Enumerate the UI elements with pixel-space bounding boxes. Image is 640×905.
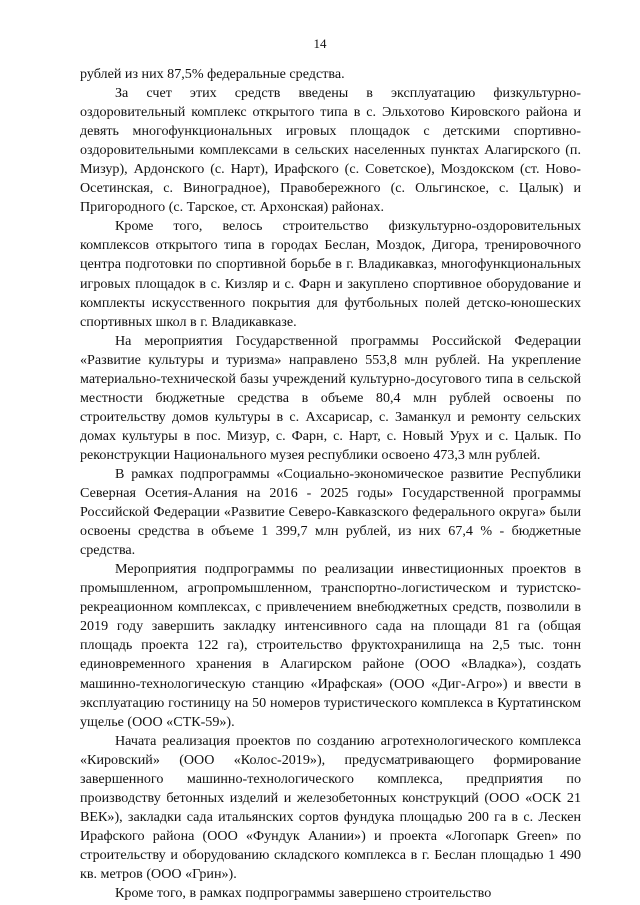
paragraph-sports-construction: Кроме того, велось строительство физкультурно-оздоровительных комплексов открытого типа в городах Беслан, Моздок, Дигора, тренировочного центра подготовки по спортивной борьбе в г. Владикавказ, многофункциональных игровых площадок в с. Кизляр и с. Фарн и закуплено спортивное оборудование и комплекты искусственного покрытия для футбольных полей детско-юношеских спортивных школ в г. Владикавказе. xyxy=(80,218,581,330)
paragraph-continuation: рублей из них 87,5% федеральные средства. xyxy=(80,66,345,82)
document-body xyxy=(80,65,581,903)
paragraph-culture-tourism: На мероприятия Государственной программы Российской Федерации «Развитие культуры и туризма» направлено 553,8 млн рублей. На укрепление материально-технической базы учреждений культурно-досугового типа в сельской местности бюджетные средства в объеме 80,4 млн рублей освоены по строительству домов культуры в с. Ахсарисар, с. Заманкул и ремонту сельских домах культуры в пос. Мизур, с. Фарн, с. Нарт, с. Новый Урух и с. Цалык. По реконструкции Национального музея республики освоено 473,3 млн рублей. xyxy=(80,332,581,463)
paragraph-construction-completed: Кроме того, в рамках подпрограммы завершено строительство xyxy=(115,885,492,902)
paragraph-subprogram-funding: В рамках подпрограммы «Социально-экономическое развитие Республики Северная Осетия-Алания на 2016 - 2025 годы» Государственной программы Российской Федерации «Развитие Северо-Кавказского федерального округа» были освоены средства в объеме 1 399,7 млн рублей, из них 67,4 % - бюджетные средства. xyxy=(80,465,581,559)
paragraph-sports-facilities-commissioned: За счет этих средств введены в эксплуатацию физкультурно-оздоровительный комплекс открытого типа в с. Эльхотово Кировского района и девять многофункциональных игровых площадок с детскими спортивно-оздоровительными комплексами в сельских населенных пунктах Алагирского (п. Мизур), Ардонского (с. Нарт), Ирафского (с. Советское), Моздокском (ст. Ново-Осетинская, с. Виноградное), Правобережного (с. Ольгинское, с. Цалык) и Пригородного (с. Тарское, ст. Архонская) районах. xyxy=(80,85,581,216)
paragraph-investment-projects: Мероприятия подпрограммы по реализации инвестиционных проектов в промышленном, агропромышленном, транспортно-логистическом и туристско-рекреационном комплексах, с привлечением внебюджетных средств, позволили в 2019 году завершить закладку интенсивного сада на площади 81 га (общая площадь проекта 122 га), строительство фруктохранилища на 2,5 тыс. тонн единовременного хранения в Алагирском районе (ООО «Владка»), создать машинно-технологическую станцию «Ирафская» (ООО «Диг-Агро») и ввести в эксплуатацию гостиницу на 50 номеров туристического комплекса в Куртатинском ущелье (ООО «СТК-59»). xyxy=(80,561,581,730)
paragraph-new-projects: Начата реализация проектов по созданию агротехнологического комплекса «Кировский» (ООО «Колос-2019»), предусматривающего формирование завершенного машинно-технологического комплекса, предприятия по производству бетонных изделий и железобетонных конструкций (ООО «ОСК 21 ВЕК»), закладки сада итальянских сортов фундука площадью 200 га в с. Лескен Ирафского района (ООО «Фундук Алании») и проекта «Логопарк Green» по строительству и оборудованию складского комплекса в г. Беслан площадью 1 490 кв. метров (ООО «Грин»). xyxy=(80,732,581,882)
page-number: 14 xyxy=(313,36,327,51)
